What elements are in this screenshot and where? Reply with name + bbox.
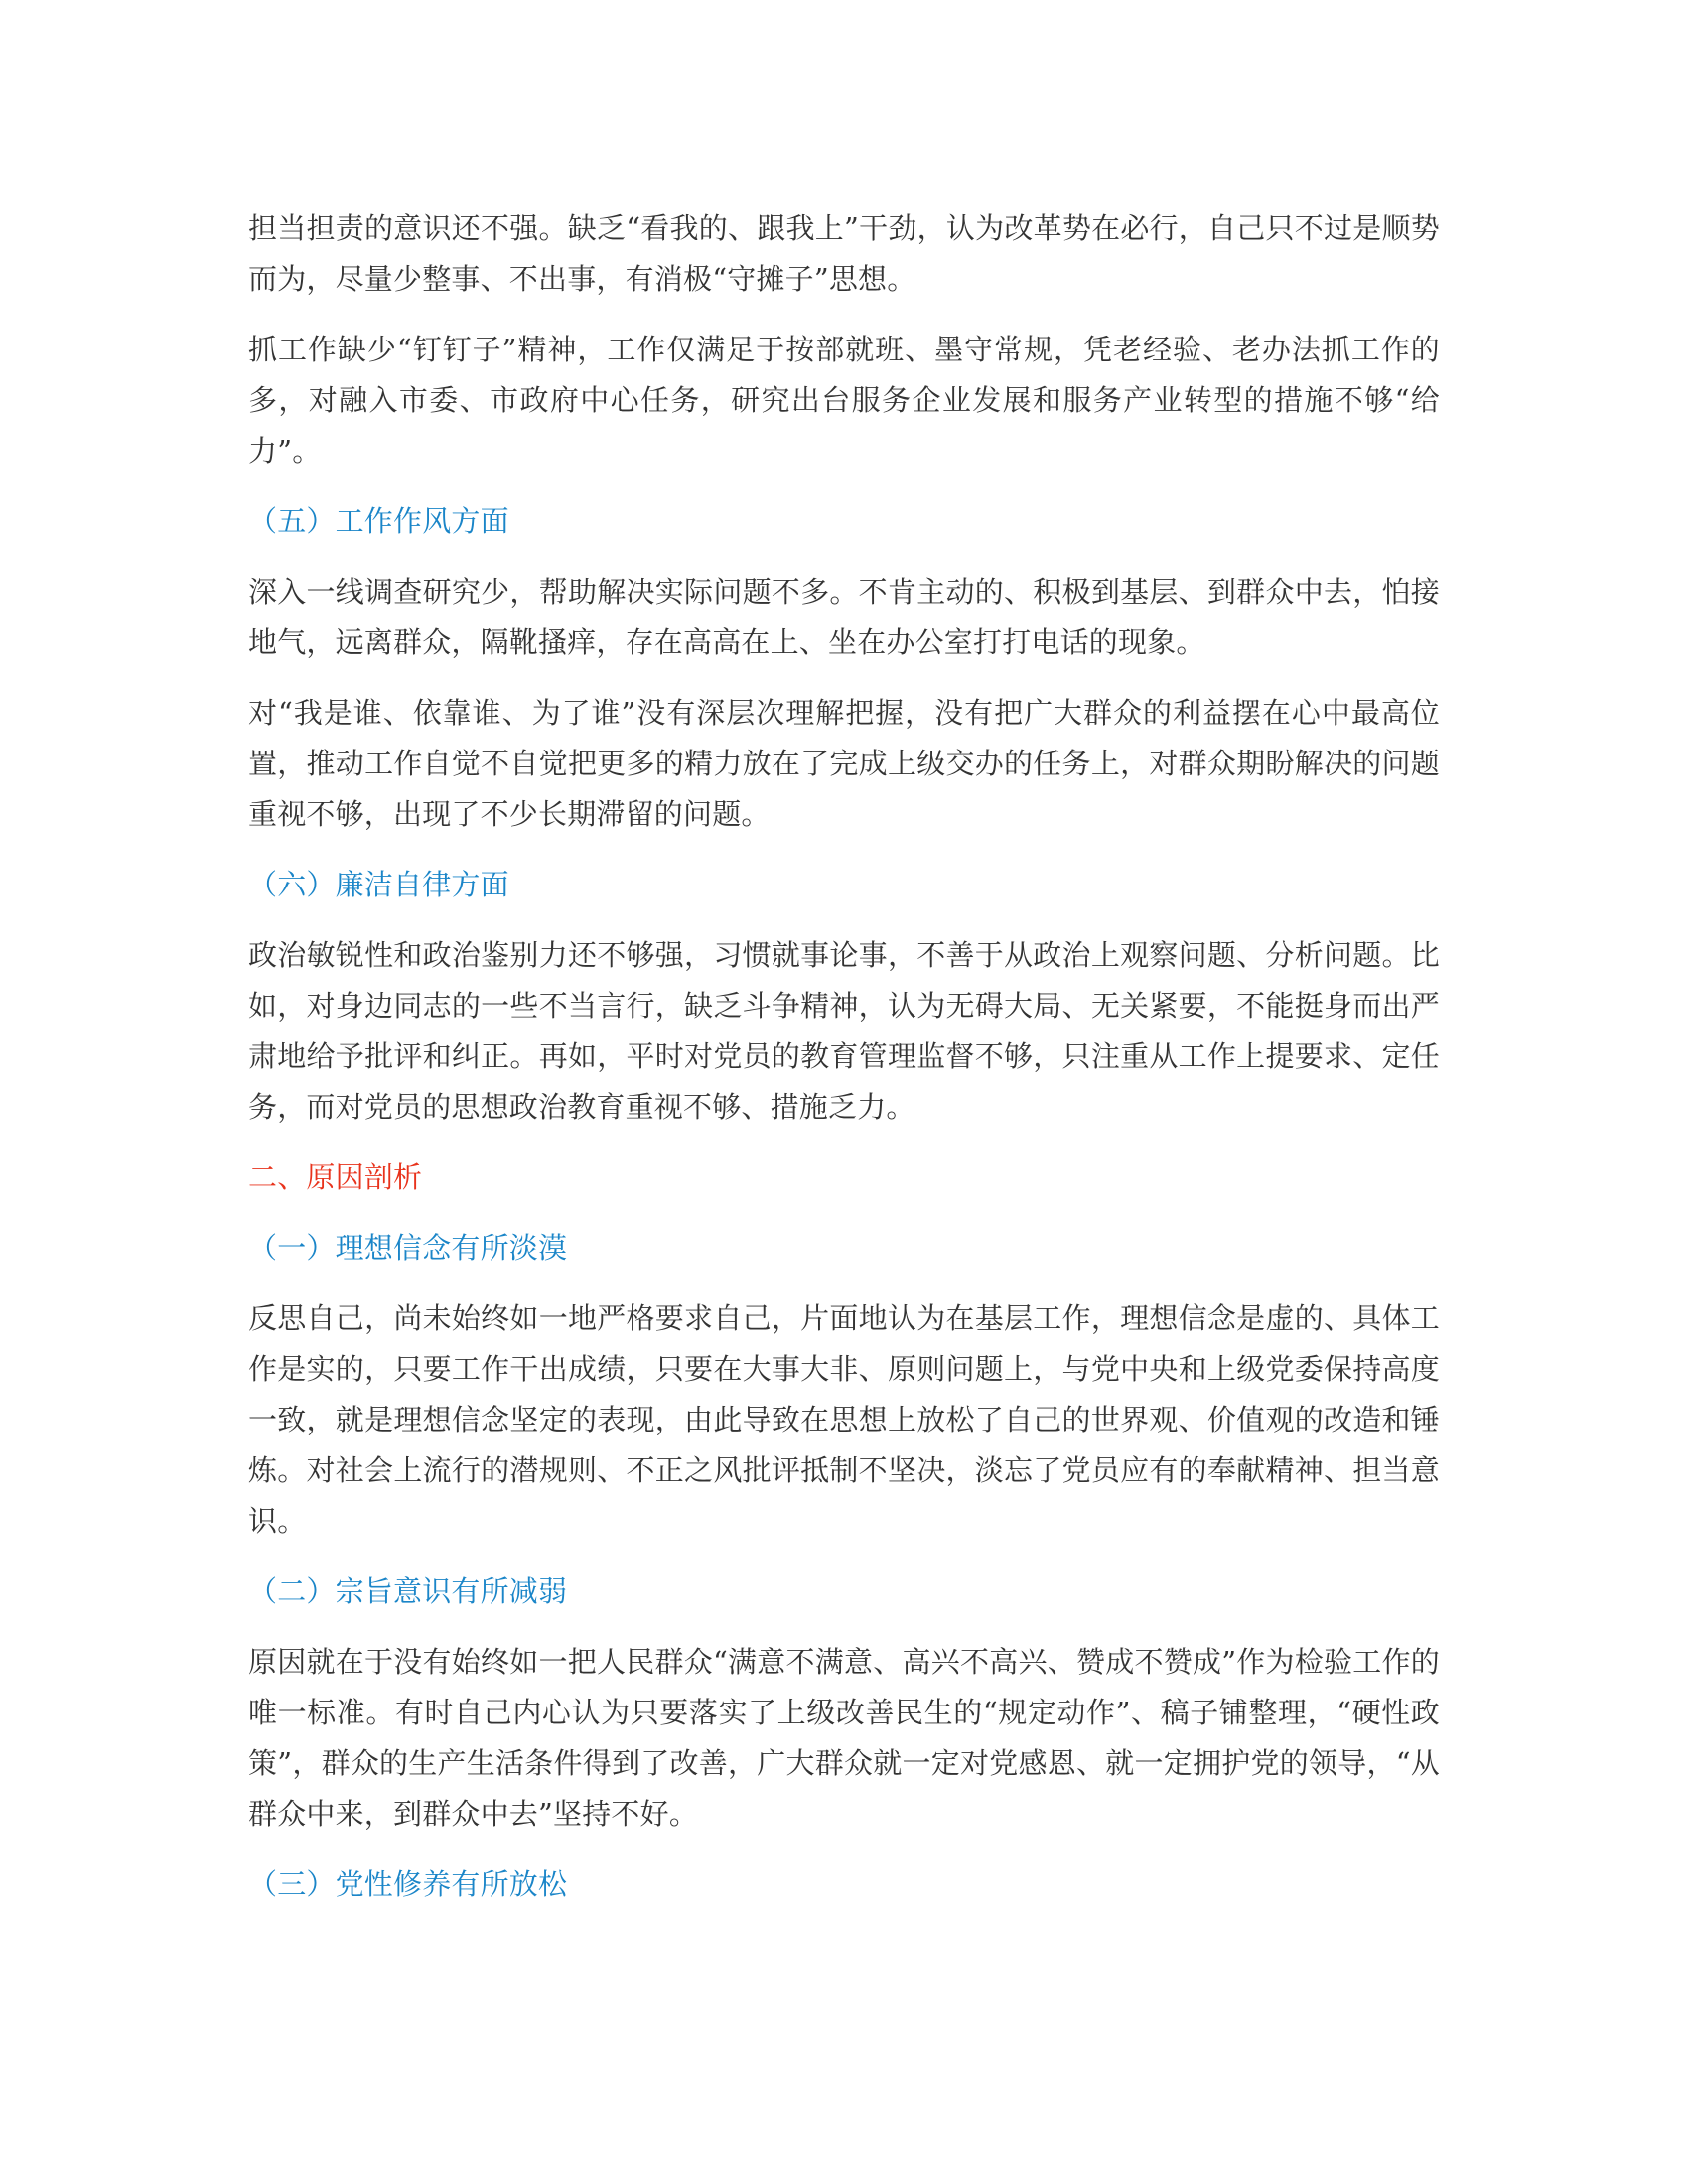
- heading-integrity: （六）廉洁自律方面: [248, 868, 509, 901]
- heading-purpose: （二）宗旨意识有所减弱: [248, 1574, 568, 1608]
- document-body: [248, 204, 1440, 1930]
- heading-work-style: （五）工作作风方面: [248, 504, 509, 538]
- para-self-reflection: 反思自己，尚未始终如一地严格要求自己，片面地认为在基层工作，理想信念是虚的、具体工作是实的，只要工作干出成绩，只要在大事大非、原则问题上，与党中央和上级党委保持高度一致，就是理想信念坚定的表现，由此导致在思想上放松了自己的世界观、价值观的改造和锤炼。对社会上流行的潜规则、不正之风批评抵制不坚决，淡忘了党员应有的奉献精神、担当意识。: [248, 1301, 1440, 1538]
- heading-cause-analysis: 二、原因剖析: [248, 1160, 423, 1194]
- heading-party-spirit: （三）党性修养有所放松: [248, 1867, 568, 1901]
- para-purpose-reason: 原因就在于没有始终如一把人民群众“满意不满意、高兴不高兴、赞成不赞成”作为检验工作的唯一标准。有时自己内心认为只要落实了上级改善民生的“规定动作”、稿子铺整理，“硬性政策”，群众的生产生活条件得到了改善，广大群众就一定对党感恩、就一定拥护党的领导，“从群众中来，到群众中去”坚持不好。: [248, 1645, 1440, 1831]
- para-who-am-i: 对“我是谁、依靠谁、为了谁”没有深层次理解把握，没有把广大群众的利益摆在心中最高位置，推动工作自觉不自觉把更多的精力放在了完成上级交办的任务上，对群众期盼解决的问题重视不够，出现了不少长期滞留的问题。: [248, 696, 1440, 831]
- para-responsibility: 担当担责的意识还不强。缺乏“看我的、跟我上”干劲，认为改革势在必行，自己只不过是顺势而为，尽量少整事、不出事，有消极“守摊子”思想。: [248, 211, 1440, 296]
- para-political-sensitivity: 政治敏锐性和政治鉴别力还不够强，习惯就事论事，不善于从政治上观察问题、分析问题。比如，对身边同志的一些不当言行，缺乏斗争精神，认为无碍大局、无关紧要，不能挺身而出严肃地给予批评和纠正。再如，平时对党员的教育管理监督不够，只注重从工作上提要求、定任务，而对党员的思想政治教育重视不够、措施乏力。: [248, 938, 1440, 1124]
- heading-ideals: （一）理想信念有所淡漠: [248, 1231, 568, 1265]
- para-work-spirit: 抓工作缺少“钉钉子”精神，工作仅满足于按部就班、墨守常规，凭老经验、老办法抓工作的多，对融入市委、市政府中心任务，研究出台服务企业发展和服务产业转型的措施不够“给力”。: [248, 333, 1440, 468]
- para-grassroots: 深入一线调查研究少，帮助解决实际问题不多。不肯主动的、积极到基层、到群众中去，怕接地气，远离群众，隔靴搔痒，存在高高在上、坐在办公室打打电话的现象。: [248, 575, 1440, 659]
